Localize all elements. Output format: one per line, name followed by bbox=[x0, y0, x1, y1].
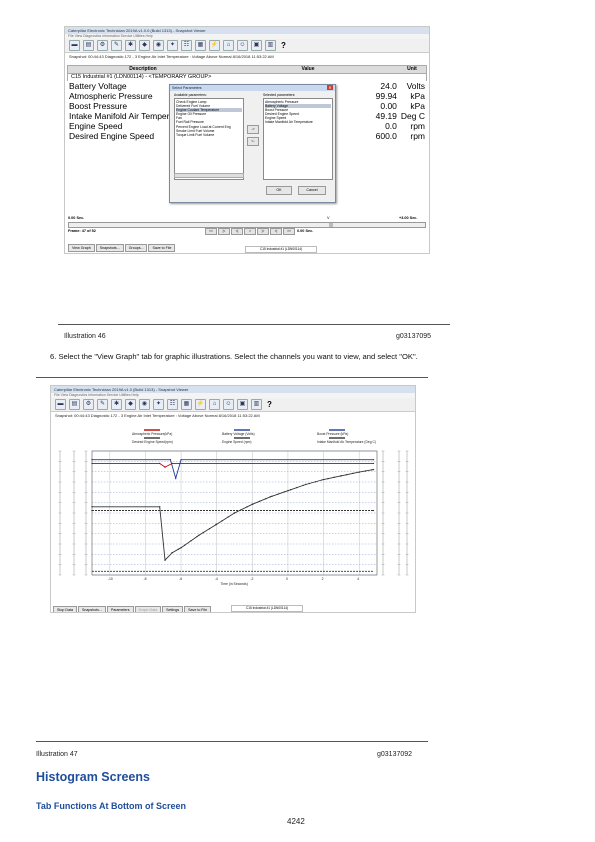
row-unit: Deg C bbox=[400, 111, 425, 121]
data-point bbox=[221, 520, 222, 521]
select-parameters-dialog bbox=[169, 84, 336, 203]
tab-view-graph[interactable]: View Graph bbox=[68, 244, 95, 252]
row-description: Desired Engine Speed bbox=[69, 131, 155, 141]
data-point bbox=[359, 471, 360, 472]
data-point bbox=[302, 485, 303, 486]
data-point bbox=[309, 483, 310, 484]
divider bbox=[36, 377, 428, 378]
row-value: 0.0 bbox=[385, 121, 397, 131]
legend-label: Atmospheric Pressure(kPa) bbox=[132, 432, 173, 436]
col-value[interactable]: Value bbox=[301, 66, 315, 72]
data-icon[interactable]: ▦ bbox=[195, 40, 206, 51]
data-point bbox=[190, 540, 191, 541]
frame-nav-button[interactable]: |> bbox=[257, 228, 269, 235]
tools-icon[interactable]: ⚙ bbox=[97, 40, 108, 51]
tab-graph-data[interactable]: Graph Data bbox=[135, 606, 162, 613]
row-unit: Volts bbox=[406, 81, 425, 91]
data-point bbox=[196, 536, 197, 537]
row-description: Intake Manifold Air Temper bbox=[69, 111, 170, 121]
cancel-button[interactable]: Cancel bbox=[298, 186, 326, 195]
data-point bbox=[284, 491, 285, 492]
frame-nav-button[interactable]: >> bbox=[283, 228, 295, 235]
legend-label: Battery Voltage (Volts) bbox=[222, 432, 255, 436]
available-scrollbar[interactable] bbox=[174, 173, 244, 178]
snapshot-icon[interactable]: ▣ bbox=[237, 399, 248, 410]
data-point bbox=[290, 489, 291, 490]
tab-stop-data[interactable]: Stop Data bbox=[53, 606, 77, 613]
row-description: Engine Speed bbox=[69, 121, 123, 131]
data-point bbox=[178, 549, 179, 550]
calibrate-icon[interactable]: ✦ bbox=[167, 40, 178, 51]
data-point bbox=[269, 496, 270, 497]
data-point bbox=[265, 498, 266, 499]
data-point bbox=[365, 470, 366, 471]
data-point bbox=[209, 528, 210, 529]
list-item[interactable]: Fan bbox=[176, 116, 182, 121]
x-tick-label: 2 bbox=[321, 577, 324, 581]
row-value: 49.19 bbox=[375, 111, 397, 121]
tab-snapshots[interactable]: Snapshots... bbox=[78, 606, 106, 613]
list-item[interactable]: Desired Engine Speed bbox=[265, 112, 299, 117]
data-point bbox=[323, 479, 324, 480]
window-title: Caterpillar Electronic Technician 2019A v1.0.0 (Build 1313) - Snapshot Viewer bbox=[65, 27, 429, 34]
status-bar: C15 Industrial #1 (LDN00114) bbox=[245, 246, 317, 253]
menu-bar[interactable]: File View Diagnostics Information Service Utilities Help bbox=[51, 393, 415, 398]
data-point bbox=[180, 459, 181, 460]
page-number: 4242 bbox=[287, 817, 305, 826]
frame-nav-button[interactable]: >| bbox=[270, 228, 282, 235]
available-label: Available parameters: bbox=[174, 93, 207, 97]
flash-icon[interactable]: ⚡ bbox=[195, 399, 206, 410]
x-tick-label: 4 bbox=[357, 577, 360, 581]
step-6-text: 6. Select the "View Graph" tab for graphic illustrations. Select the channels you want to view, and select "OK". bbox=[50, 352, 418, 361]
table-header bbox=[67, 65, 427, 74]
frame-nav-button[interactable]: <| bbox=[231, 228, 243, 235]
data-point bbox=[91, 506, 92, 507]
row-unit: rpm bbox=[410, 131, 425, 141]
dialog-close-icon[interactable]: ✕ bbox=[328, 85, 332, 90]
calibrate-icon[interactable]: ✦ bbox=[153, 399, 164, 410]
list-item[interactable]: Delivered Fuel Volume bbox=[176, 104, 211, 109]
row-description: Boost Pressure bbox=[69, 101, 128, 111]
data-point bbox=[315, 481, 316, 482]
tab-groups[interactable]: Groups... bbox=[125, 244, 148, 252]
legend-label: Engine Speed (rpm) bbox=[222, 440, 252, 444]
data-point bbox=[334, 477, 335, 478]
list-item[interactable]: Engine Speed bbox=[265, 116, 287, 121]
x-tick-label: 0 bbox=[285, 577, 288, 581]
legend-label: Desired Engine Speed(rpm) bbox=[132, 440, 173, 444]
data-point bbox=[91, 459, 92, 460]
row-unit: rpm bbox=[410, 121, 425, 131]
tab-functions-heading: Tab Functions At Bottom of Screen bbox=[36, 801, 186, 811]
data-point bbox=[373, 459, 374, 460]
data-point bbox=[259, 501, 260, 502]
report-icon[interactable]: ▥ bbox=[265, 40, 276, 51]
x-tick-label: -10 bbox=[107, 577, 113, 581]
data-point bbox=[91, 510, 92, 511]
data-point bbox=[346, 474, 347, 475]
snapshot-icon[interactable]: ▣ bbox=[251, 40, 262, 51]
list-item[interactable]: Fuel Rail Pressure bbox=[176, 120, 204, 125]
row-value: 99.94 bbox=[375, 91, 397, 101]
list-item[interactable]: Atmospheric Pressure bbox=[265, 100, 299, 104]
add-parameter-button[interactable]: -> bbox=[247, 125, 259, 134]
data-point bbox=[278, 493, 279, 494]
list-item[interactable]: Torque Limit Fuel Volume bbox=[176, 132, 215, 137]
col-unit[interactable]: Unit bbox=[407, 66, 417, 72]
graph-icon[interactable]: ☷ bbox=[181, 40, 192, 51]
window-title: Caterpillar Electronic Technician 2019A v1.0 (Build 1313) - Snapshot Viewer bbox=[51, 386, 415, 393]
data-point bbox=[271, 496, 272, 497]
data-point bbox=[253, 503, 254, 504]
tab-save-to-file[interactable]: Save to File bbox=[184, 606, 211, 613]
data-point bbox=[198, 535, 199, 536]
list-item[interactable]: Boost Pressure bbox=[265, 108, 289, 113]
status-icon[interactable]: ◉ bbox=[139, 399, 150, 410]
frame-nav-button[interactable]: > bbox=[244, 228, 256, 235]
help-icon[interactable]: ? bbox=[267, 400, 272, 409]
open-icon[interactable]: ▬ bbox=[55, 399, 66, 410]
data-point bbox=[215, 524, 216, 525]
data-point bbox=[246, 506, 247, 507]
screenshot-graph-view bbox=[50, 385, 416, 613]
illustration-46-code: g03137095 bbox=[396, 333, 432, 340]
snapshot-graph bbox=[52, 425, 414, 597]
list-item[interactable]: Engine Oil Pressure bbox=[176, 112, 207, 117]
selected-parameters-list[interactable] bbox=[263, 98, 333, 180]
report-icon[interactable]: ▥ bbox=[251, 399, 262, 410]
data-point bbox=[234, 512, 235, 513]
x-axis-label: Time (in Seconds) bbox=[220, 582, 248, 586]
data-point bbox=[159, 463, 160, 464]
menu-bar[interactable]: File View Diagnostics Information Service Utilities Help bbox=[65, 34, 429, 39]
row-unit: kPa bbox=[410, 101, 425, 111]
timeline-marker: V bbox=[327, 216, 330, 220]
data-point bbox=[180, 547, 181, 548]
available-parameters-list[interactable] bbox=[174, 98, 244, 180]
measure-icon[interactable]: ✎ bbox=[111, 40, 122, 51]
list-item[interactable]: Smoke Limit Fuel Volume bbox=[176, 128, 215, 133]
print-icon[interactable]: ▤ bbox=[69, 399, 80, 410]
home-icon[interactable]: ⌂ bbox=[209, 399, 220, 410]
data-point bbox=[184, 545, 185, 546]
snapshot-title: Snapshot: 00:44:43 Diagnostic 172 - 3 Engine Air Inlet Temperature : Voltage Above Normal 8/16/2018 11:53:22 AM bbox=[69, 54, 274, 59]
data-icon[interactable]: ▦ bbox=[181, 399, 192, 410]
data-point bbox=[240, 509, 241, 510]
list-item[interactable]: Check Engine Lamp bbox=[176, 100, 207, 104]
status-icon[interactable]: ◉ bbox=[153, 40, 164, 51]
status-bar: C15 Industrial #1 (LDN00114) bbox=[231, 605, 303, 612]
row-unit: kPa bbox=[410, 91, 425, 101]
data-point bbox=[172, 552, 173, 553]
bottom-tabs bbox=[68, 236, 176, 254]
measure-icon[interactable]: ✎ bbox=[97, 399, 108, 410]
ok-button[interactable]: OK bbox=[266, 186, 292, 195]
col-description[interactable]: Description bbox=[129, 66, 157, 72]
data-point bbox=[164, 466, 165, 467]
list-item[interactable]: Engine Coolant Temperature bbox=[176, 108, 242, 112]
illustration-47-code: g03137092 bbox=[377, 751, 413, 758]
list-item[interactable]: Intake Manifold Air Temperature bbox=[265, 120, 313, 125]
row-description: Battery Voltage bbox=[69, 81, 127, 91]
bottom-tabs bbox=[53, 598, 212, 613]
selected-label: Selected parameters: bbox=[263, 93, 296, 97]
tab-settings[interactable]: Settings bbox=[162, 606, 183, 613]
frame-time: 0.00 Sec. bbox=[297, 229, 314, 233]
remove-parameter-button[interactable]: <- bbox=[247, 137, 259, 146]
illustration-46-label: Illustration 46 bbox=[64, 333, 106, 340]
frame-navigation bbox=[205, 228, 295, 235]
data-point bbox=[340, 475, 341, 476]
toolbar bbox=[65, 39, 429, 53]
data-point bbox=[296, 487, 297, 488]
tab-parameters[interactable]: Parameters bbox=[107, 606, 134, 613]
graph-icon[interactable]: ☷ bbox=[167, 399, 178, 410]
data-point bbox=[373, 463, 374, 464]
row-value: 0.00 bbox=[380, 101, 397, 111]
group-row: C15 Industrial #1 (LDN00114) - <TEMPORARY GROUP> bbox=[67, 74, 427, 81]
data-point bbox=[352, 473, 353, 474]
histogram-screens-heading: Histogram Screens bbox=[36, 770, 150, 784]
data-point bbox=[321, 479, 322, 480]
flash-icon[interactable]: ⚡ bbox=[209, 40, 220, 51]
engine-icon[interactable]: ✱ bbox=[125, 40, 136, 51]
data-point bbox=[287, 490, 288, 491]
x-tick-label: -2 bbox=[250, 577, 254, 581]
tab-snapshots[interactable]: Snapshots... bbox=[96, 244, 124, 252]
open-icon[interactable]: ▬ bbox=[69, 40, 80, 51]
divider bbox=[58, 324, 450, 325]
frame-label: Frame: 47 of 52 bbox=[68, 229, 96, 233]
data-point bbox=[373, 510, 374, 511]
snapshot-title: Snapshot: 00:44:43 Diagnostic 172 - 3 Engine Air Inlet Temperature : Voltage Above Normal 8/16/2018 11:53:22 AM bbox=[55, 413, 260, 418]
frame-nav-button[interactable]: |< bbox=[218, 228, 230, 235]
row-value: 600.0 bbox=[375, 131, 397, 141]
slider-thumb[interactable] bbox=[329, 223, 333, 227]
data-point bbox=[91, 463, 92, 464]
tab-save-to-file[interactable]: Save to File bbox=[148, 244, 175, 252]
data-point bbox=[371, 469, 372, 470]
data-point bbox=[164, 559, 165, 560]
data-point bbox=[373, 469, 374, 470]
divider bbox=[36, 741, 428, 742]
home-icon[interactable]: ⌂ bbox=[223, 40, 234, 51]
help-icon[interactable]: ? bbox=[281, 41, 286, 50]
list-item[interactable]: Percent Engine Load at Current Eng bbox=[176, 124, 231, 129]
timeline-start: 0.00 Sec. bbox=[68, 216, 85, 220]
config-icon[interactable]: ◆ bbox=[139, 40, 150, 51]
data-point bbox=[228, 516, 229, 517]
user-icon[interactable]: ☺ bbox=[223, 399, 234, 410]
list-item[interactable]: Battery Voltage bbox=[265, 104, 331, 108]
timeline-end: +3.00 Sec. bbox=[399, 216, 418, 220]
data-point bbox=[203, 532, 204, 533]
tools-icon[interactable]: ⚙ bbox=[83, 399, 94, 410]
legend-label: Boost Pressure (kPa) bbox=[317, 432, 349, 436]
user-icon[interactable]: ☺ bbox=[237, 40, 248, 51]
row-description: Atmospheric Pressure bbox=[69, 91, 153, 101]
row-value: 24.0 bbox=[380, 81, 397, 91]
print-icon[interactable]: ▤ bbox=[83, 40, 94, 51]
legend-label: Intake Manifold Air Temperature (Deg C) bbox=[317, 440, 376, 444]
data-point bbox=[175, 478, 176, 479]
dialog-title: Select Parameters bbox=[170, 85, 335, 91]
x-tick-label: -8 bbox=[143, 577, 147, 581]
engine-icon[interactable]: ✱ bbox=[111, 399, 122, 410]
config-icon[interactable]: ◆ bbox=[125, 399, 136, 410]
data-point bbox=[159, 506, 160, 507]
data-point bbox=[327, 478, 328, 479]
data-point bbox=[305, 484, 306, 485]
x-tick-label: -4 bbox=[214, 577, 218, 581]
frame-nav-button[interactable]: << bbox=[205, 228, 217, 235]
illustration-47-label: Illustration 47 bbox=[36, 751, 78, 758]
data-point bbox=[170, 459, 171, 460]
toolbar bbox=[51, 398, 415, 412]
screenshot-snapshot-viewer bbox=[64, 26, 430, 254]
x-tick-label: -6 bbox=[179, 577, 183, 581]
